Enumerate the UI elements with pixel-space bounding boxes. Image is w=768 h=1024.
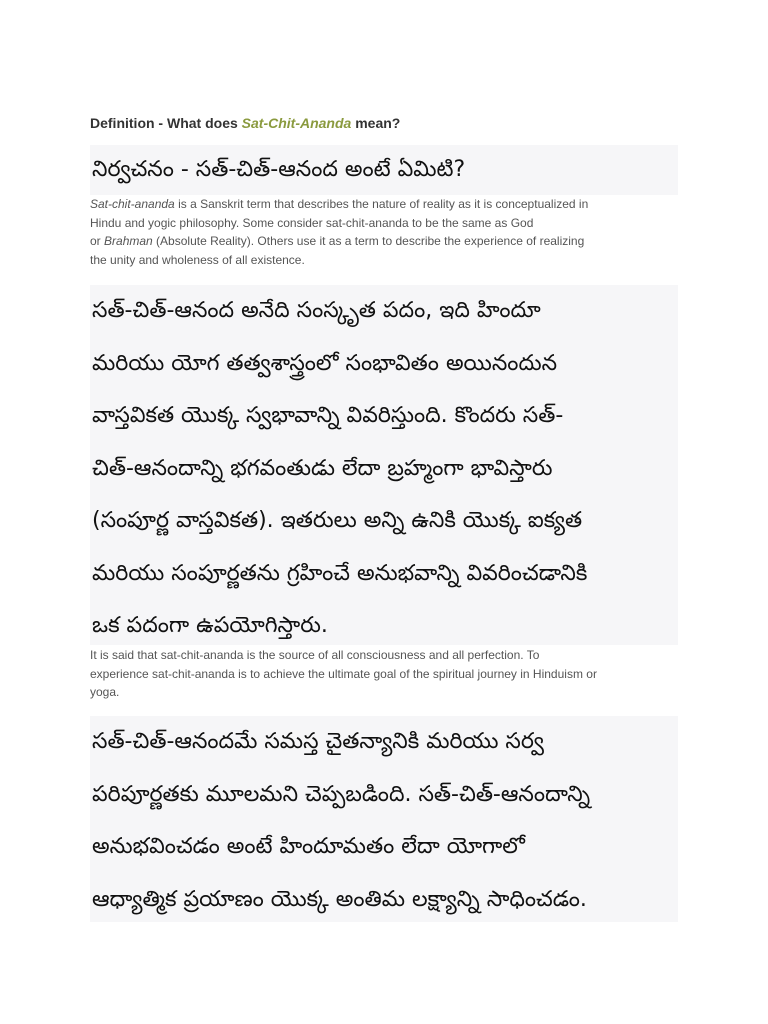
english-paragraph-2 [90, 646, 680, 702]
telugu-paragraph-1-line: మరియు సంపూర్ణతను గ్రహించే అనుభవాన్ని వివరించడానికి [92, 560, 588, 586]
heading-prefix: Definition - What does [90, 115, 242, 131]
telugu-paragraph-1-line: ఒక పదంగా ఉపయోగిస్తారు. [92, 613, 328, 638]
heading-term: Sat-Chit-Ananda [241, 115, 352, 131]
english-paragraph-1-line-3 [90, 232, 680, 251]
english-paragraph-2-line: It is said that sat-chit-ananda is the source of all consciousness and all perfection. To [90, 648, 540, 662]
english-paragraph-1-line-3-text: (Absolute Reality). Others use it as a term to describe the experience of realizing [152, 234, 585, 249]
telugu-paragraph-1-line: (సంపూర్ణ వాస్తవికత). ఇతరులు అన్ని ఉనికి యొక్క ఐక్యత [92, 508, 583, 533]
telugu-paragraph-2-line: అనుభవించడం అంటే హిందూమతం లేదా యోగాలో [92, 834, 525, 859]
sat-chit-ananda-term: Sat-chit-ananda [90, 197, 175, 211]
english-paragraph-1-line-1-text: is a Sanskrit term that describes the nature of reality as it is conceptualized in [174, 197, 589, 211]
english-paragraph-1 [90, 195, 680, 270]
telugu-paragraph-1-line: వాస్తవికత యొక్క స్వభావాన్ని వివరిస్తుంది. కొందరు సత్- [92, 403, 564, 428]
telugu-heading: నిర్వచనం - సత్-చిత్-ఆనంద అంటే ఏమిటి? [90, 145, 678, 195]
telugu-paragraph-1-line: చిత్-ఆనందాన్ని భగవంతుడు లేదా బ్రహ్మంగా భావిస్తారు [92, 455, 553, 481]
telugu-paragraph-1-line: మరియు యోగ తత్వశాస్త్రంలో సంభావితం అయినందున [92, 350, 558, 376]
telugu-paragraph-2-line: ఆధ్యాత్మిక ప్రయాణం యొక్క అంతిమ లక్ష్యాన్ని సాధించడం. [92, 886, 587, 912]
english-paragraph-1-line-1 [90, 195, 680, 214]
telugu-paragraph-2 [90, 716, 678, 922]
english-paragraph-1-line-4: the unity and wholeness of all existence. [90, 253, 305, 268]
english-paragraph-2-line: experience sat-chit-ananda is to achieve the ultimate goal of the spiritual journey in Hinduism or [90, 666, 597, 681]
telugu-paragraph-2-line: సత్-చిత్-ఆనందమే సమస్త చైతన్యానికి మరియు సర్వ [92, 729, 544, 754]
english-paragraph-1-line-3-prefix: or [90, 234, 105, 249]
definition-heading [90, 115, 400, 131]
telugu-paragraph-1-line: సత్-చిత్-ఆనంద అనేది సంస్కృత పదం, ఇది హిందూ [92, 298, 541, 323]
heading-suffix: mean? [351, 115, 401, 131]
english-paragraph-1-line-2: Hindu and yogic philosophy. Some consider sat-chit-ananda to be the same as God [90, 215, 534, 230]
brahman-term: Brahman [104, 234, 153, 249]
english-paragraph-2-line: yoga. [90, 685, 120, 700]
telugu-paragraph-1 [90, 285, 678, 645]
telugu-paragraph-2-line: పరిపూర్ణతకు మూలమని చెప్పబడింది. సత్-చిత్-ఆనందాన్ని [92, 781, 591, 807]
